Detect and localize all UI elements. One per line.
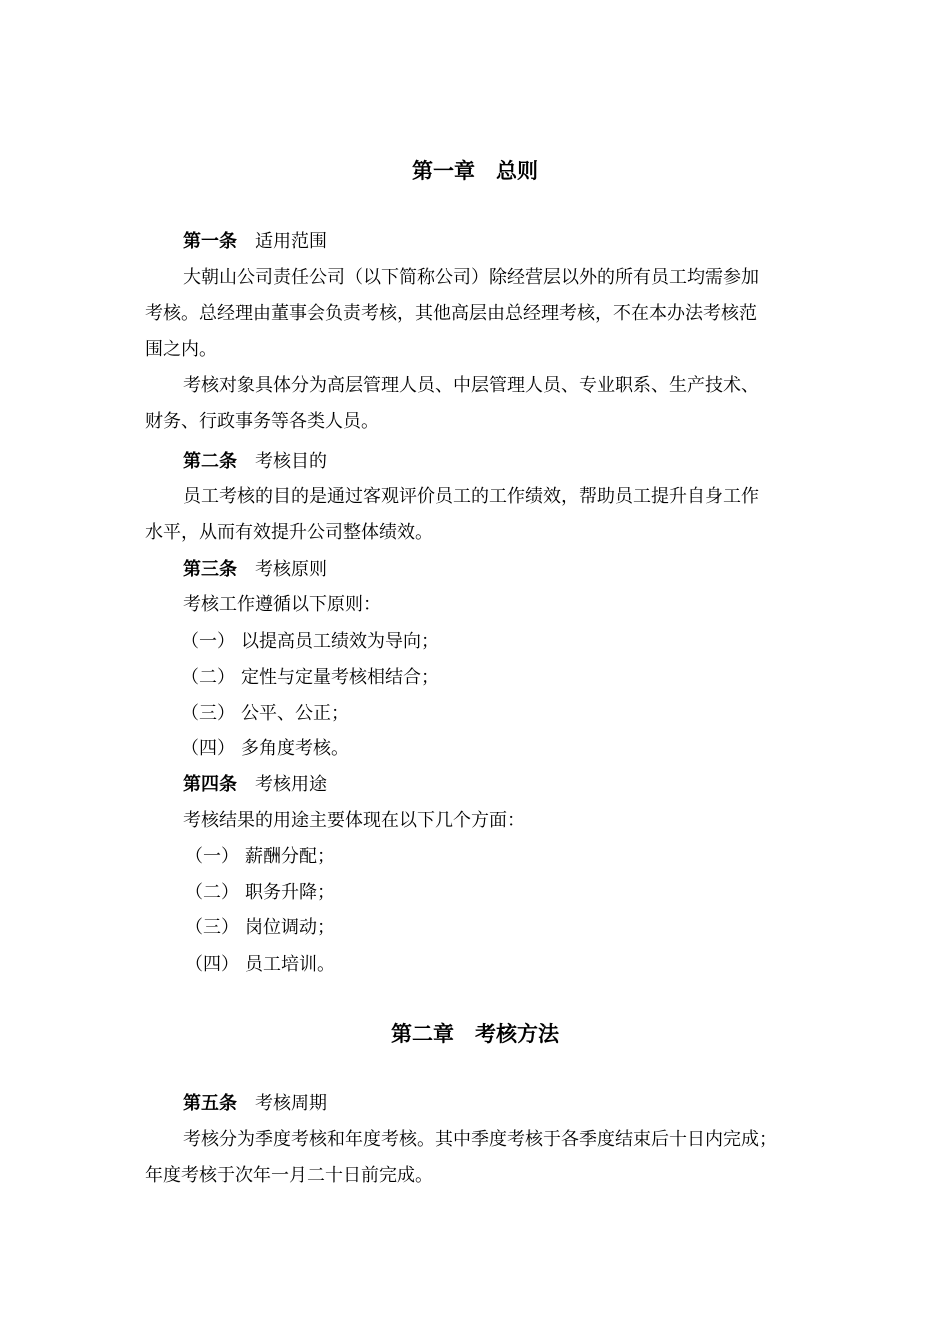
list-item-text: 公平、公正； xyxy=(241,703,349,724)
list-item xyxy=(181,665,439,691)
list-item-text: 薪酬分配； xyxy=(245,846,335,867)
paragraph-line: 考核。总经理由董事会负责考核，其他高层由总经理考核，不在本办法考核范 xyxy=(145,303,757,324)
paragraph-line: 考核结果的用途主要体现在以下几个方面： xyxy=(183,810,525,831)
paragraph-line: 大朝山公司责任公司（以下简称公司）除经营层以外的所有员工均需参加 xyxy=(183,267,759,288)
chapter-title: 第一章 总则 xyxy=(412,159,538,183)
article-title: 适用范围 xyxy=(255,231,327,252)
list-marker: （二） xyxy=(185,882,239,903)
list-item xyxy=(181,701,349,727)
article-title: 考核用途 xyxy=(255,774,327,795)
list-marker: （一） xyxy=(181,631,235,652)
list-marker: （四） xyxy=(181,738,235,759)
paragraph-line: 水平，从而有效提升公司整体绩效。 xyxy=(145,522,433,543)
article-heading xyxy=(183,557,327,583)
list-item-text: 员工培训。 xyxy=(245,954,335,975)
list-item-text: 定性与定量考核相结合； xyxy=(241,667,439,688)
list-item xyxy=(181,736,349,762)
paragraph-line: 员工考核的目的是通过客观评价员工的工作绩效，帮助员工提升自身工作 xyxy=(183,486,759,507)
paragraph-line: 考核对象具体分为高层管理人员、中层管理人员、专业职系、生产技术、 xyxy=(183,375,759,396)
list-marker: （四） xyxy=(185,954,239,975)
paragraph-line: 年度考核于次年一月二十日前完成。 xyxy=(145,1165,433,1186)
article-number: 第三条 xyxy=(183,559,237,580)
list-item xyxy=(185,915,335,941)
list-item xyxy=(185,880,335,906)
article-heading xyxy=(183,229,327,255)
list-item-text: 多角度考核。 xyxy=(241,738,349,759)
list-item-text: 职务升降； xyxy=(245,882,335,903)
article-title: 考核原则 xyxy=(255,559,327,580)
list-item-text: 岗位调动； xyxy=(245,917,335,938)
list-marker: （一） xyxy=(185,846,239,867)
article-number: 第四条 xyxy=(183,774,237,795)
list-marker: （三） xyxy=(185,917,239,938)
paragraph-line: 围之内。 xyxy=(145,339,217,360)
list-marker: （三） xyxy=(181,703,235,724)
list-item xyxy=(185,952,335,978)
article-heading xyxy=(183,449,327,475)
article-heading xyxy=(183,772,327,798)
article-title: 考核周期 xyxy=(255,1093,327,1114)
list-marker: （二） xyxy=(181,667,235,688)
list-item xyxy=(181,629,439,655)
article-number: 第五条 xyxy=(183,1093,237,1114)
article-heading xyxy=(183,1091,327,1117)
paragraph-line: 财务、行政事务等各类人员。 xyxy=(145,411,379,432)
paragraph-line: 考核分为季度考核和年度考核。其中季度考核于各季度结束后十日内完成； xyxy=(183,1129,777,1150)
paragraph-line: 考核工作遵循以下原则： xyxy=(183,594,381,615)
chapter-title: 第二章 考核方法 xyxy=(391,1022,559,1046)
article-number: 第二条 xyxy=(183,451,237,472)
article-number: 第一条 xyxy=(183,231,237,252)
list-item-text: 以提高员工绩效为导向； xyxy=(241,631,439,652)
article-title: 考核目的 xyxy=(255,451,327,472)
list-item xyxy=(185,844,335,870)
